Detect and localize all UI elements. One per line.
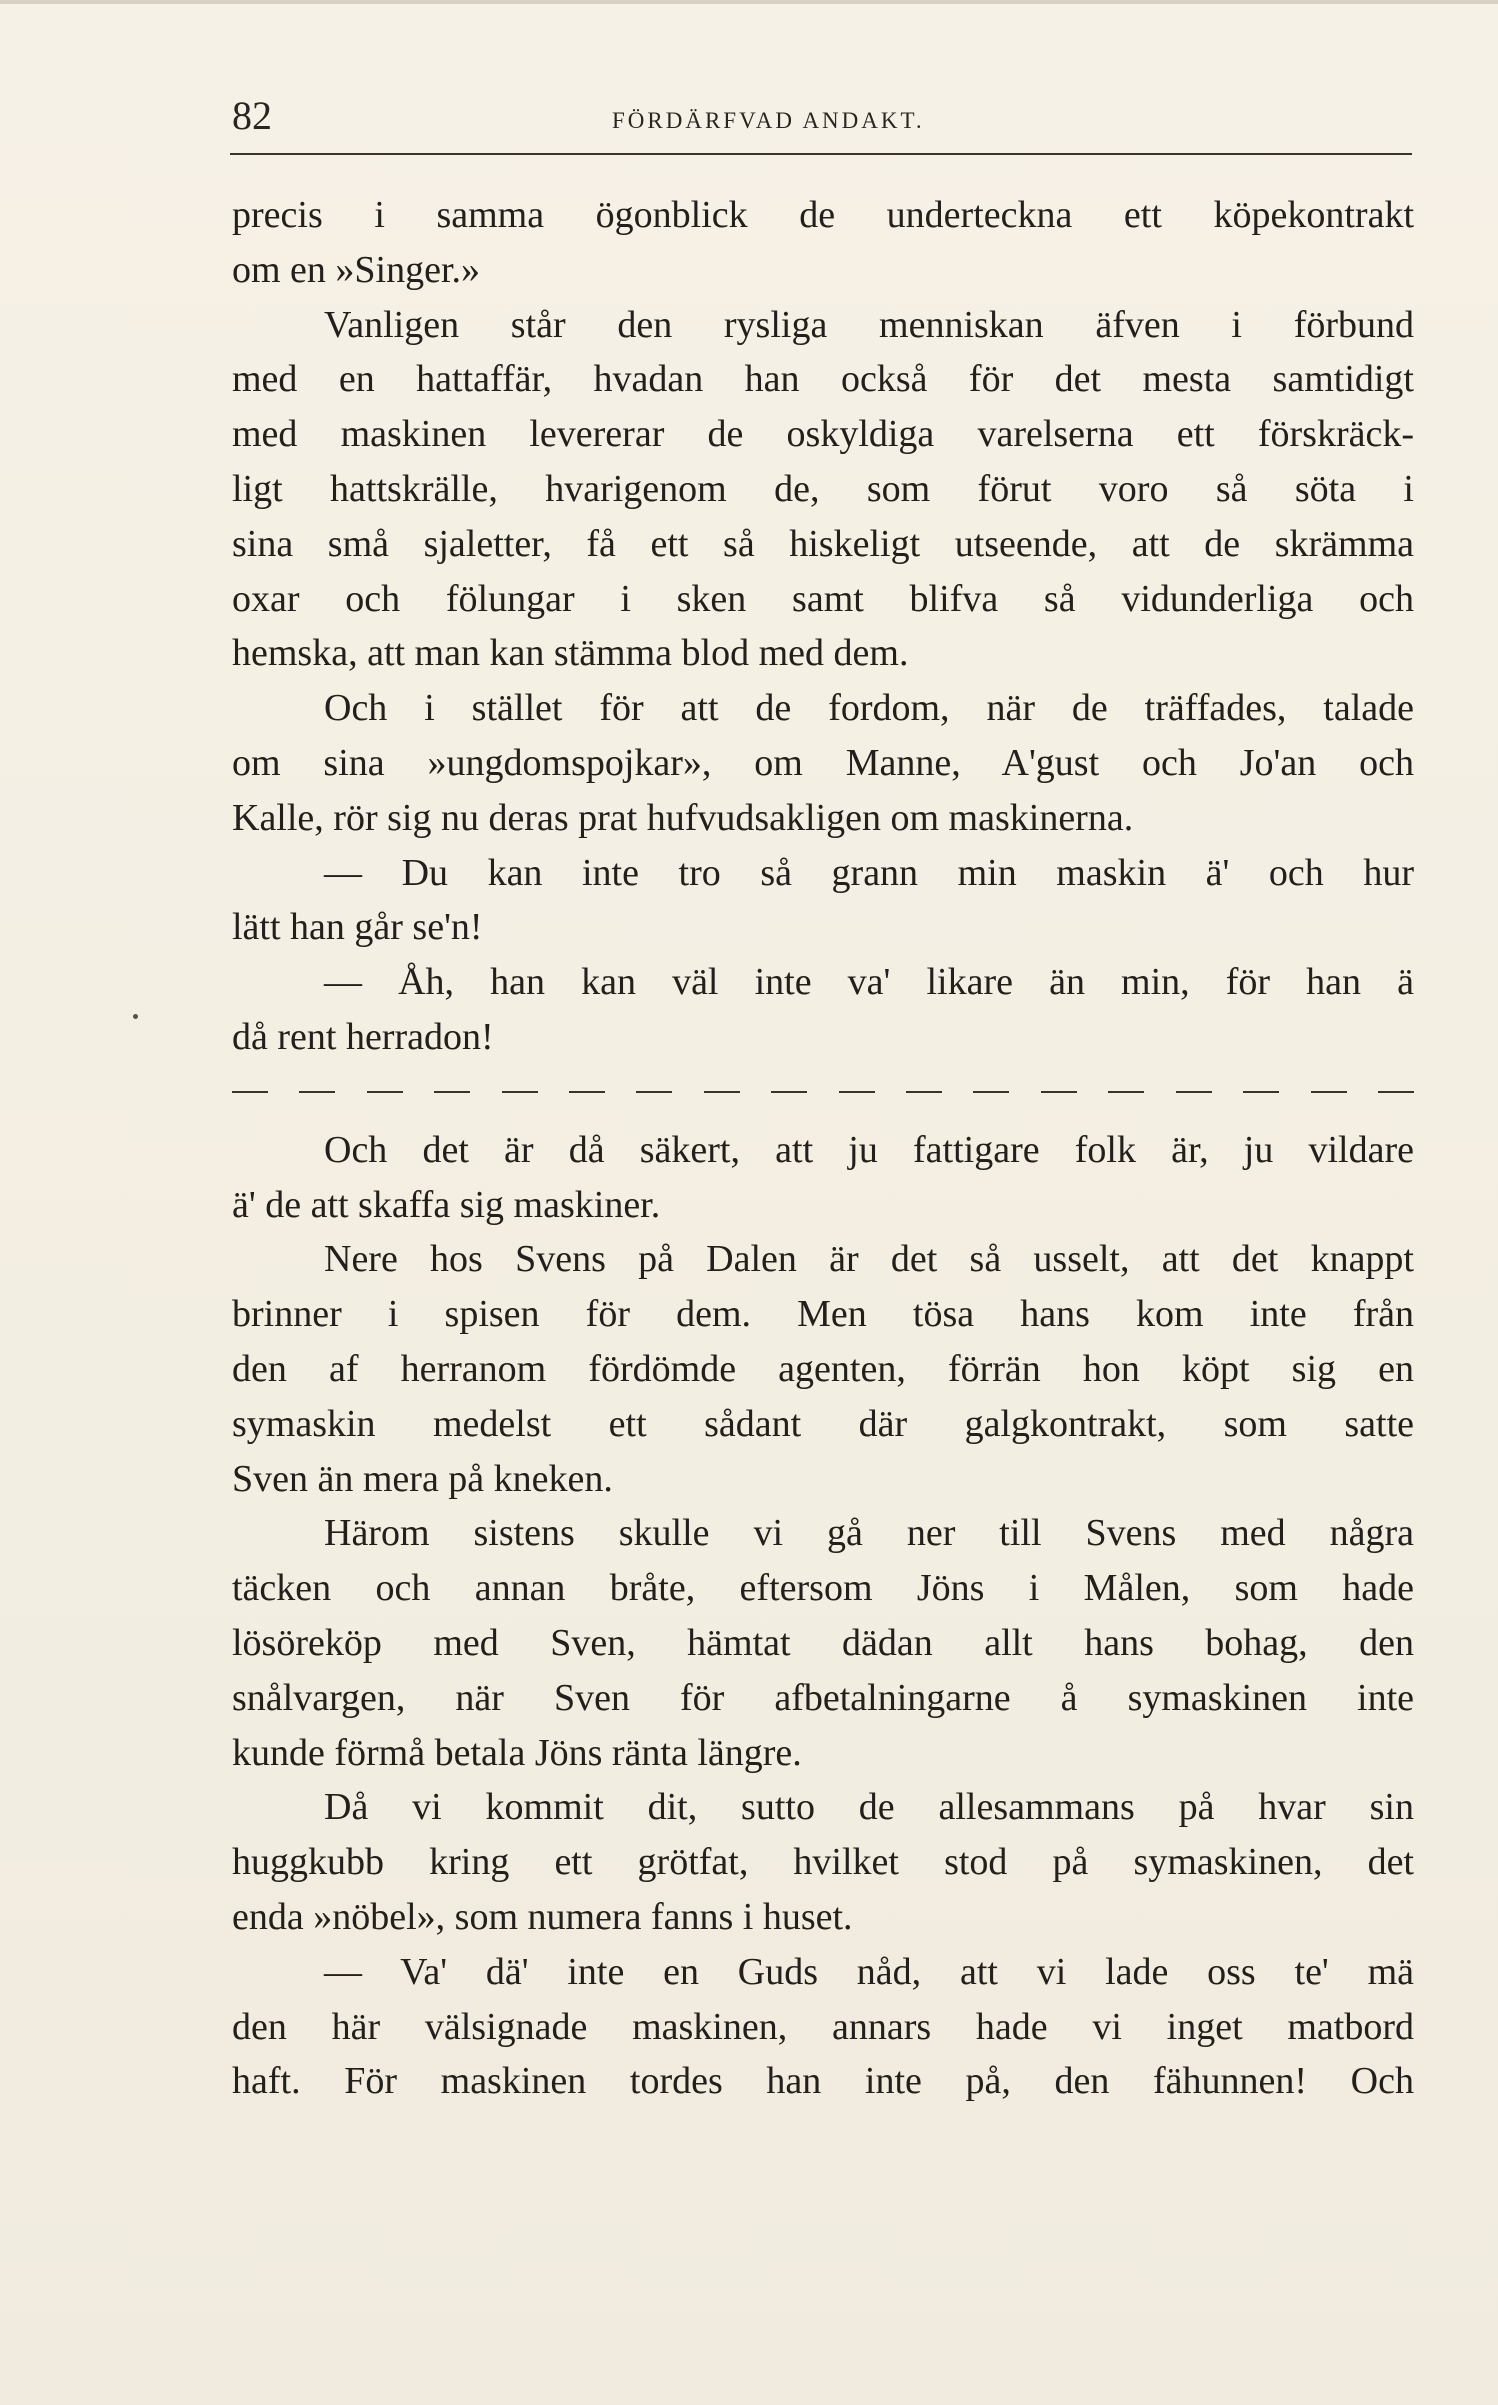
- separator-dash: [973, 1091, 1009, 1093]
- text-line: haft. För maskinen tordes han inte på, den fähunnen! Och: [232, 2060, 1414, 2103]
- text-line: — Du kan inte tro så grann min maskin ä' och hur: [324, 851, 1414, 894]
- paragraph: [232, 955, 1414, 1065]
- margin-speck: [133, 1014, 138, 1019]
- paragraph: [232, 298, 1414, 682]
- paragraph: [232, 1123, 1414, 1233]
- separator-dash: [839, 1091, 875, 1093]
- text-line: symaskin medelst ett sådant där galgkontrakt, som satte: [232, 1402, 1414, 1445]
- text-line: ä' de att skaffa sig maskiner.: [232, 1183, 661, 1226]
- paragraph: [232, 188, 1414, 298]
- body-text: [232, 188, 1414, 2109]
- header-rule: [230, 153, 1412, 155]
- text-line: den här välsignade maskinen, annars hade vi inget matbord: [232, 2005, 1414, 2048]
- separator-dash: [704, 1091, 740, 1093]
- text-line: Sven än mera på kneken.: [232, 1457, 613, 1500]
- separator-dash: [299, 1091, 335, 1093]
- separator-dash: [1108, 1091, 1144, 1093]
- paragraph: [232, 1232, 1414, 1506]
- text-line: lätt han går se'n!: [232, 906, 483, 949]
- paragraph: [232, 1780, 1414, 1944]
- page-header: [232, 90, 1412, 150]
- paragraph: [232, 846, 1414, 956]
- separator-dash: [636, 1091, 672, 1093]
- text-line: lösöreköp med Sven, hämtat dädan allt hans bohag, den: [232, 1621, 1414, 1664]
- text-line: om en »Singer.»: [232, 248, 481, 291]
- separator-dash: [906, 1091, 942, 1093]
- text-line: då rent herradon!: [232, 1015, 494, 1058]
- page-top-edge: [0, 0, 1498, 4]
- paragraph: [232, 1506, 1414, 1780]
- separator-dash: [771, 1091, 807, 1093]
- text-section-after-break: [232, 1123, 1414, 2109]
- text-line: enda »nöbel», som numera fanns i huset.: [232, 1895, 853, 1938]
- text-line: Nere hos Svens på Dalen är det så usselt, att det knappt: [324, 1238, 1414, 1281]
- text-section-before-break: [232, 188, 1414, 1065]
- text-line: — Va' dä' inte en Guds nåd, att vi lade oss te' mä: [324, 1950, 1414, 1993]
- separator-dash: [1041, 1091, 1077, 1093]
- page-number: 82: [232, 93, 272, 138]
- separator-dash: [502, 1091, 538, 1093]
- text-line: Och i stället för att de fordom, när de träffades, talade: [324, 687, 1414, 730]
- text-line: Och det är då säkert, att ju fattigare folk är, ju vildare: [324, 1128, 1414, 1171]
- section-separator: [232, 1071, 1414, 1113]
- text-line: snålvargen, när Sven för afbetalningarne å symaskinen inte: [232, 1676, 1414, 1719]
- paragraph: [232, 1945, 1414, 2109]
- separator-dash: [1176, 1091, 1212, 1093]
- text-line: brinner i spisen för dem. Men tösa hans kom inte från: [232, 1293, 1414, 1336]
- text-line: huggkubb kring ett grötfat, hvilket stod på symaskinen, det: [232, 1841, 1414, 1884]
- separator-dash: [1378, 1091, 1414, 1093]
- text-line: oxar och fölungar i sken samt blifva så vidunderliga och: [232, 577, 1414, 620]
- text-line: hemska, att man kan stämma blod med dem.: [232, 632, 909, 675]
- text-line: med maskinen levererar de oskyldiga varelserna ett förskräck-: [232, 413, 1414, 456]
- text-line: den af herranom fördömde agenten, förrän hon köpt sig en: [232, 1347, 1414, 1390]
- text-line: Kalle, rör sig nu deras prat hufvudsakligen om maskinerna.: [232, 796, 1134, 839]
- text-line: täcken och annan bråte, eftersom Jöns i Målen, som hade: [232, 1567, 1414, 1610]
- separator-dash: [1243, 1091, 1279, 1093]
- text-line: med en hattaffär, hvadan han också för det mesta samtidigt: [232, 358, 1414, 401]
- separator-dash: [434, 1091, 470, 1093]
- text-line: Vanligen står den rysliga menniskan äfven i förbund: [324, 303, 1414, 346]
- separator-dash: [1311, 1091, 1347, 1093]
- text-line: sina små sjaletter, få ett så hiskeligt utseende, att de skrämma: [232, 522, 1414, 565]
- text-line: Då vi kommit dit, sutto de allesammans på hvar sin: [324, 1786, 1414, 1829]
- text-line: — Åh, han kan väl inte va' likare än min, för han ä: [324, 961, 1414, 1004]
- separator-dash: [367, 1091, 403, 1093]
- paragraph: [232, 681, 1414, 845]
- separator-dash: [569, 1091, 605, 1093]
- text-line: kunde förmå betala Jöns ränta längre.: [232, 1731, 802, 1774]
- text-line: om sina »ungdomspojkar», om Manne, A'gust och Jo'an och: [232, 741, 1414, 784]
- separator-dash: [232, 1091, 268, 1093]
- text-line: Härom sistens skulle vi gå ner till Svens med några: [324, 1512, 1414, 1555]
- text-line: ligt hattskrälle, hvarigenom de, som förut voro så söta i: [232, 467, 1414, 510]
- text-line: precis i samma ögonblick de underteckna ett köpekontrakt: [232, 194, 1414, 236]
- running-title: FÖRDÄRFVAD ANDAKT.: [612, 108, 925, 133]
